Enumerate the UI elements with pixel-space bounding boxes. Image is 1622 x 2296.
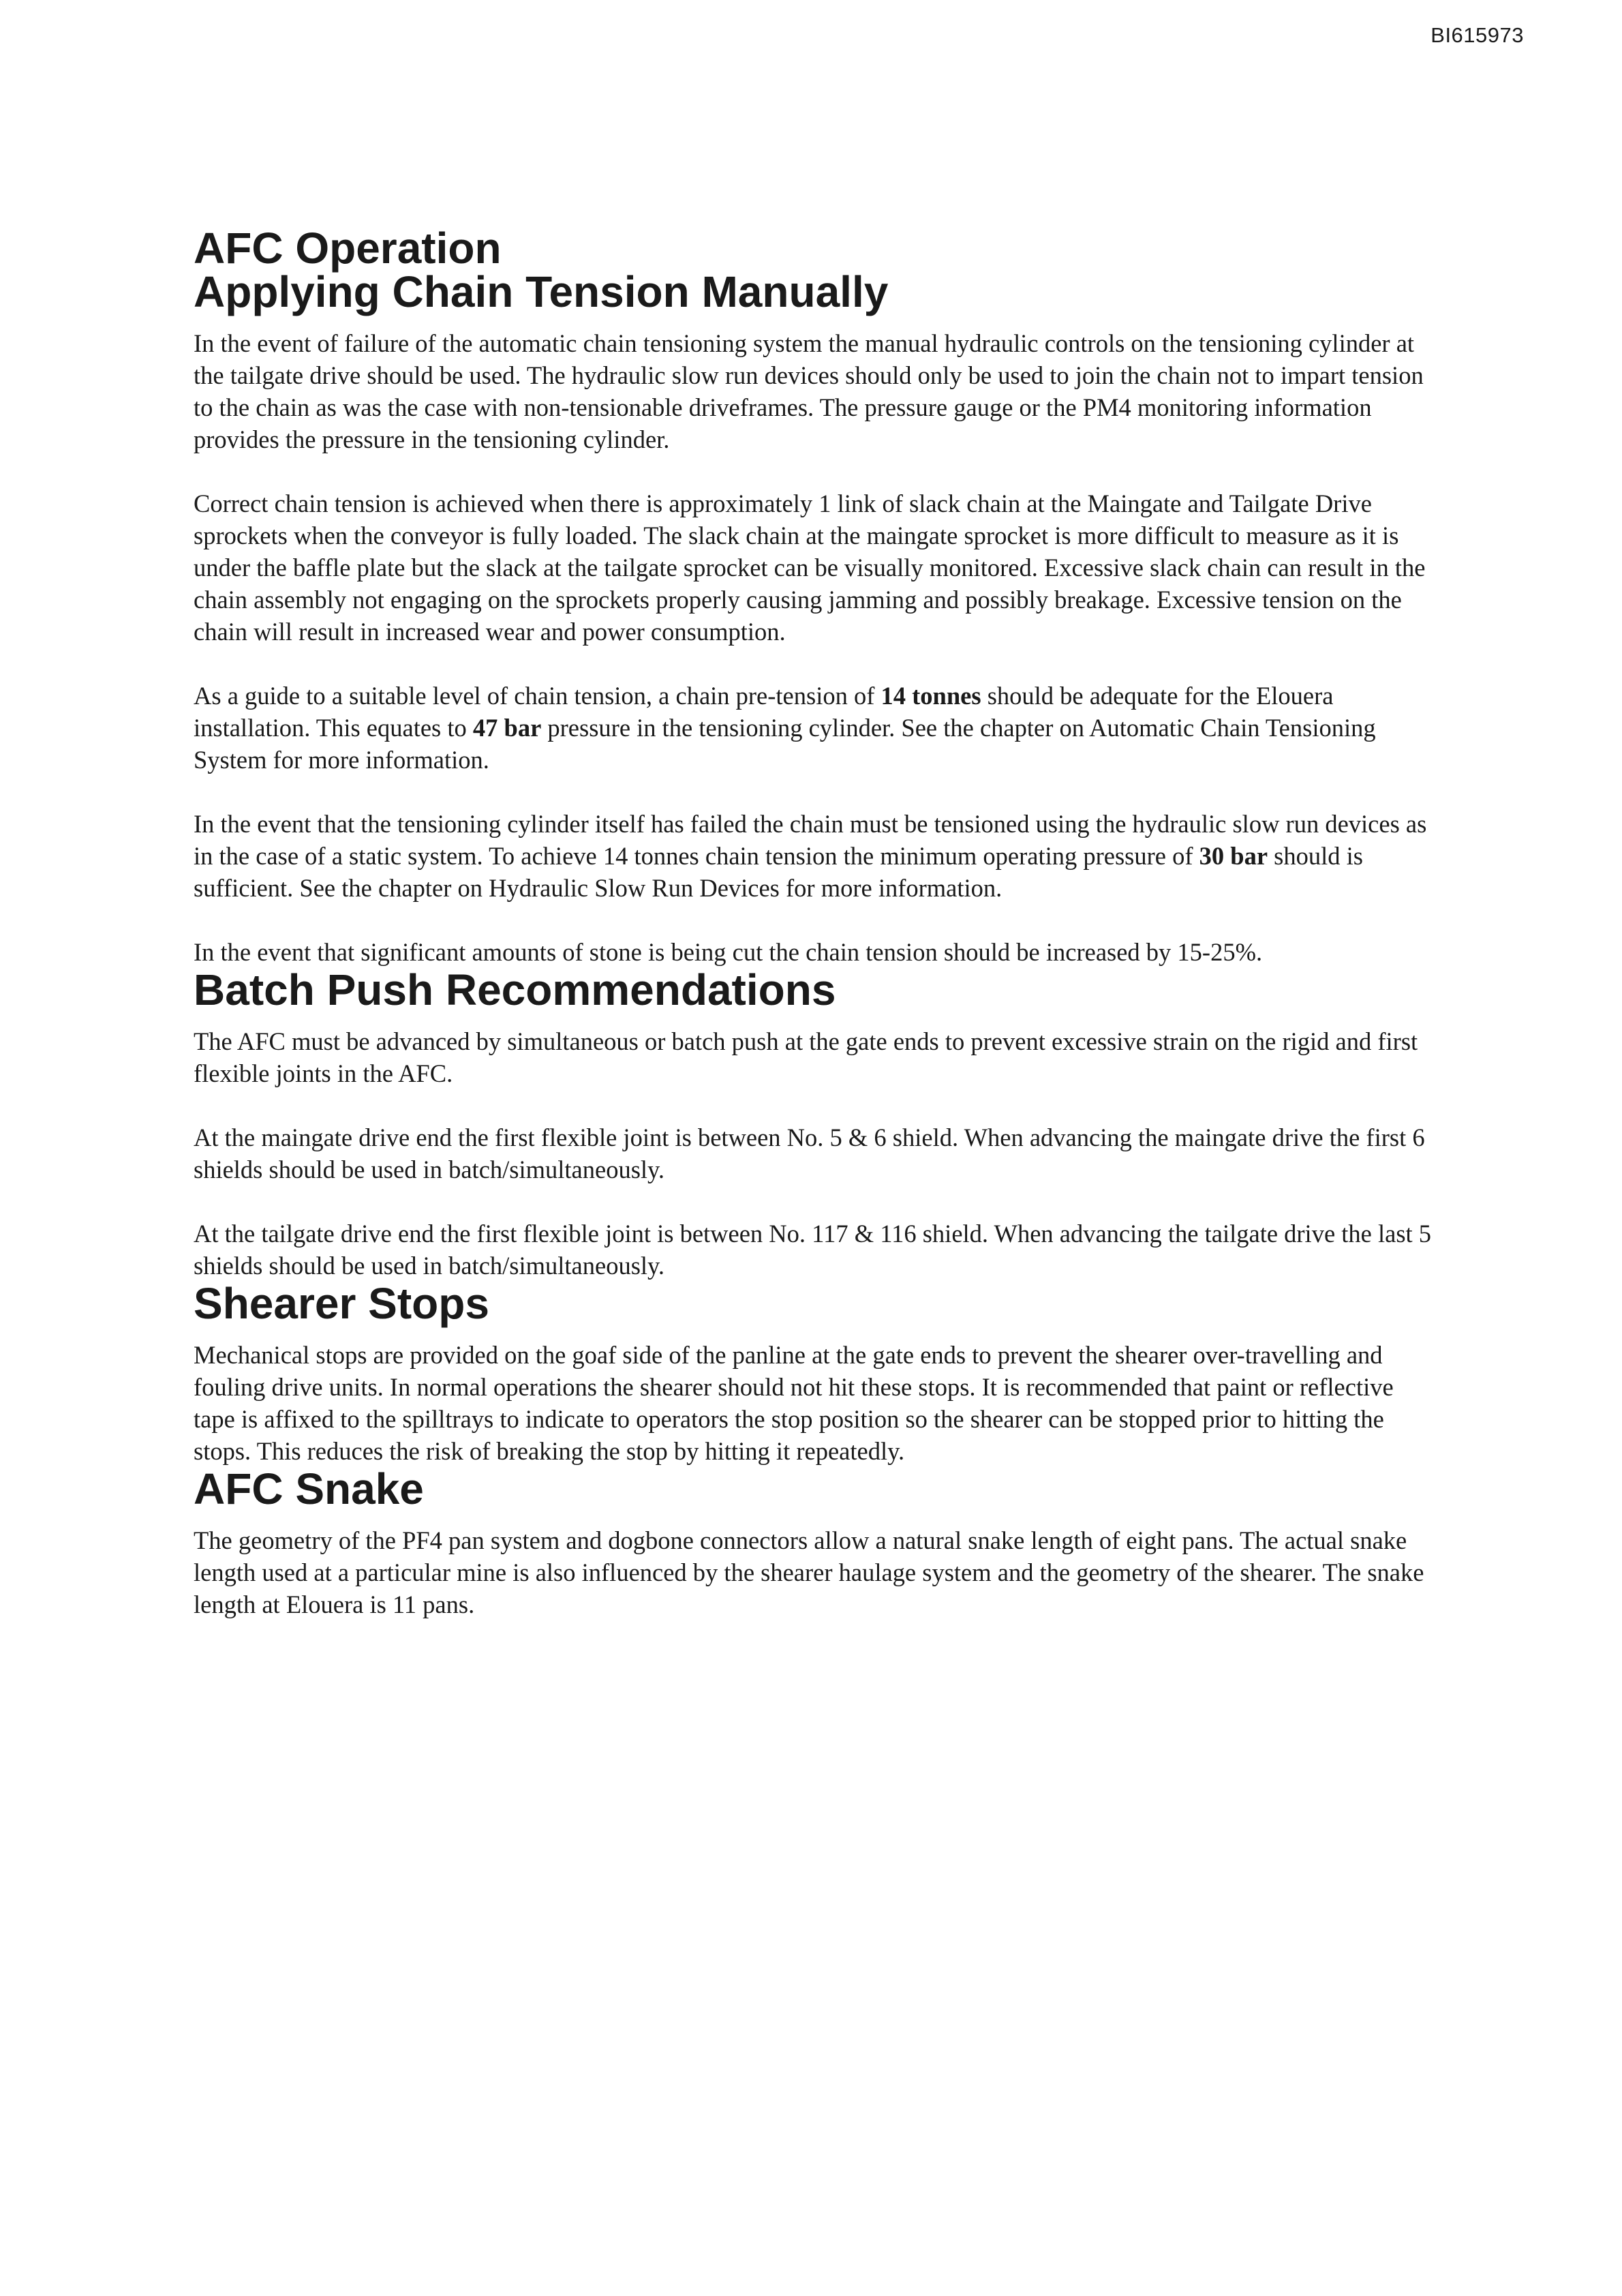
paragraph: Mechanical stops are provided on the goaf side of the panline at the gate ends to prevent the shearer over-travelling and fouling drive units. In normal operations the shearer should not hit these stops. It is recommended that paint or reflective tape is affixed to the spilltrays to indicate to operators the stop position so the shearer can be stopped prior to hitting the stops. This reduces the risk of breaking the stop by hitting it repeatedly.	[194, 1341, 1394, 1465]
section-afc-snake	[194, 1464, 1441, 1620]
section-shearer-stops	[194, 1279, 1441, 1467]
paragraph	[194, 808, 1441, 904]
paragraph: Correct chain tension is achieved when there is approximately 1 link of slack chain at the Maingate and Tailgate Drive sprockets when the conveyor is fully loaded. The slack chain at the maingate sprocket is more difficult to measure as it is under the baffle plate but the slack at the tailgate sprocket can be visually monitored. Excessive slack chain can result in the chain assembly not engaging on the sprockets properly causing jamming and possibly breakage. Excessive tension on the chain will result in increased wear and power consumption.	[194, 489, 1426, 646]
page-content	[194, 217, 1441, 1620]
bold-value: 14 tonnes	[881, 682, 981, 710]
section-heading: Applying Chain Tension Manually	[194, 267, 889, 316]
text-run: As a guide to a suitable level of chain tension, a chain pre-tension of	[194, 682, 881, 710]
text-run: should is sufficient. See the chapter on Hydraulic Slow Run Devices for more information.	[194, 842, 1363, 902]
text-run: pressure in the tensioning cylinder. See the chapter on Automatic Chain Tensioning System for more information.	[194, 714, 1376, 774]
bold-value: 47 bar	[472, 714, 542, 742]
paragraph: In the event that significant amounts of stone is being cut the chain tension should be increased by 15-25%.	[194, 938, 1263, 966]
paragraph: The geometry of the PF4 pan system and dogbone connectors allow a natural snake length of eight pans. The actual snake length used at a particular mine is also influenced by the shearer haulage system and the geometry of the shearer. The snake length at Elouera is 11 pans.	[194, 1526, 1424, 1618]
section-batch-push	[194, 965, 1441, 1282]
section-heading: Batch Push Recommendations	[194, 965, 836, 1014]
paragraph: The AFC must be advanced by simultaneous or batch push at the gate ends to prevent excessive strain on the rigid and first flexible joints in the AFC.	[194, 1027, 1418, 1087]
section-heading: AFC Snake	[194, 1464, 424, 1513]
paragraph: At the maingate drive end the first flexible joint is between No. 5 & 6 shield. When advancing the maingate drive the first 6 shields should be used in batch/simultaneously.	[194, 1123, 1425, 1183]
text-run: should be adequate for the Elouera installation. This equates to	[194, 682, 1334, 742]
section-heading: Shearer Stops	[194, 1279, 489, 1328]
text-run: In the event that the tensioning cylinder itself has failed the chain must be tensioned using the hydraulic slow run devices as in the case of a static system. To achieve 14 tonnes chain tension the minimum operating pressure of	[194, 810, 1427, 870]
page-title: AFC Operation	[194, 224, 502, 273]
section-applying-chain-tension	[194, 267, 1441, 968]
paragraph: In the event of failure of the automatic chain tensioning system the manual hydraulic controls on the tensioning cylinder at the tailgate drive should be used. The hydraulic slow run devices should only be used to join the chain not to impart tension to the chain as was the case with non-tensionable driveframes. The pressure gauge or the PM4 monitoring information provides the pressure in the tensioning cylinder.	[194, 329, 1424, 453]
paragraph	[194, 680, 1441, 776]
document-id: BI615973	[1430, 23, 1524, 47]
bold-value: 30 bar	[1199, 842, 1268, 870]
paragraph: At the tailgate drive end the first flexible joint is between No. 117 & 116 shield. When advancing the tailgate drive the last 5 shields should be used in batch/simultaneously.	[194, 1220, 1432, 1280]
